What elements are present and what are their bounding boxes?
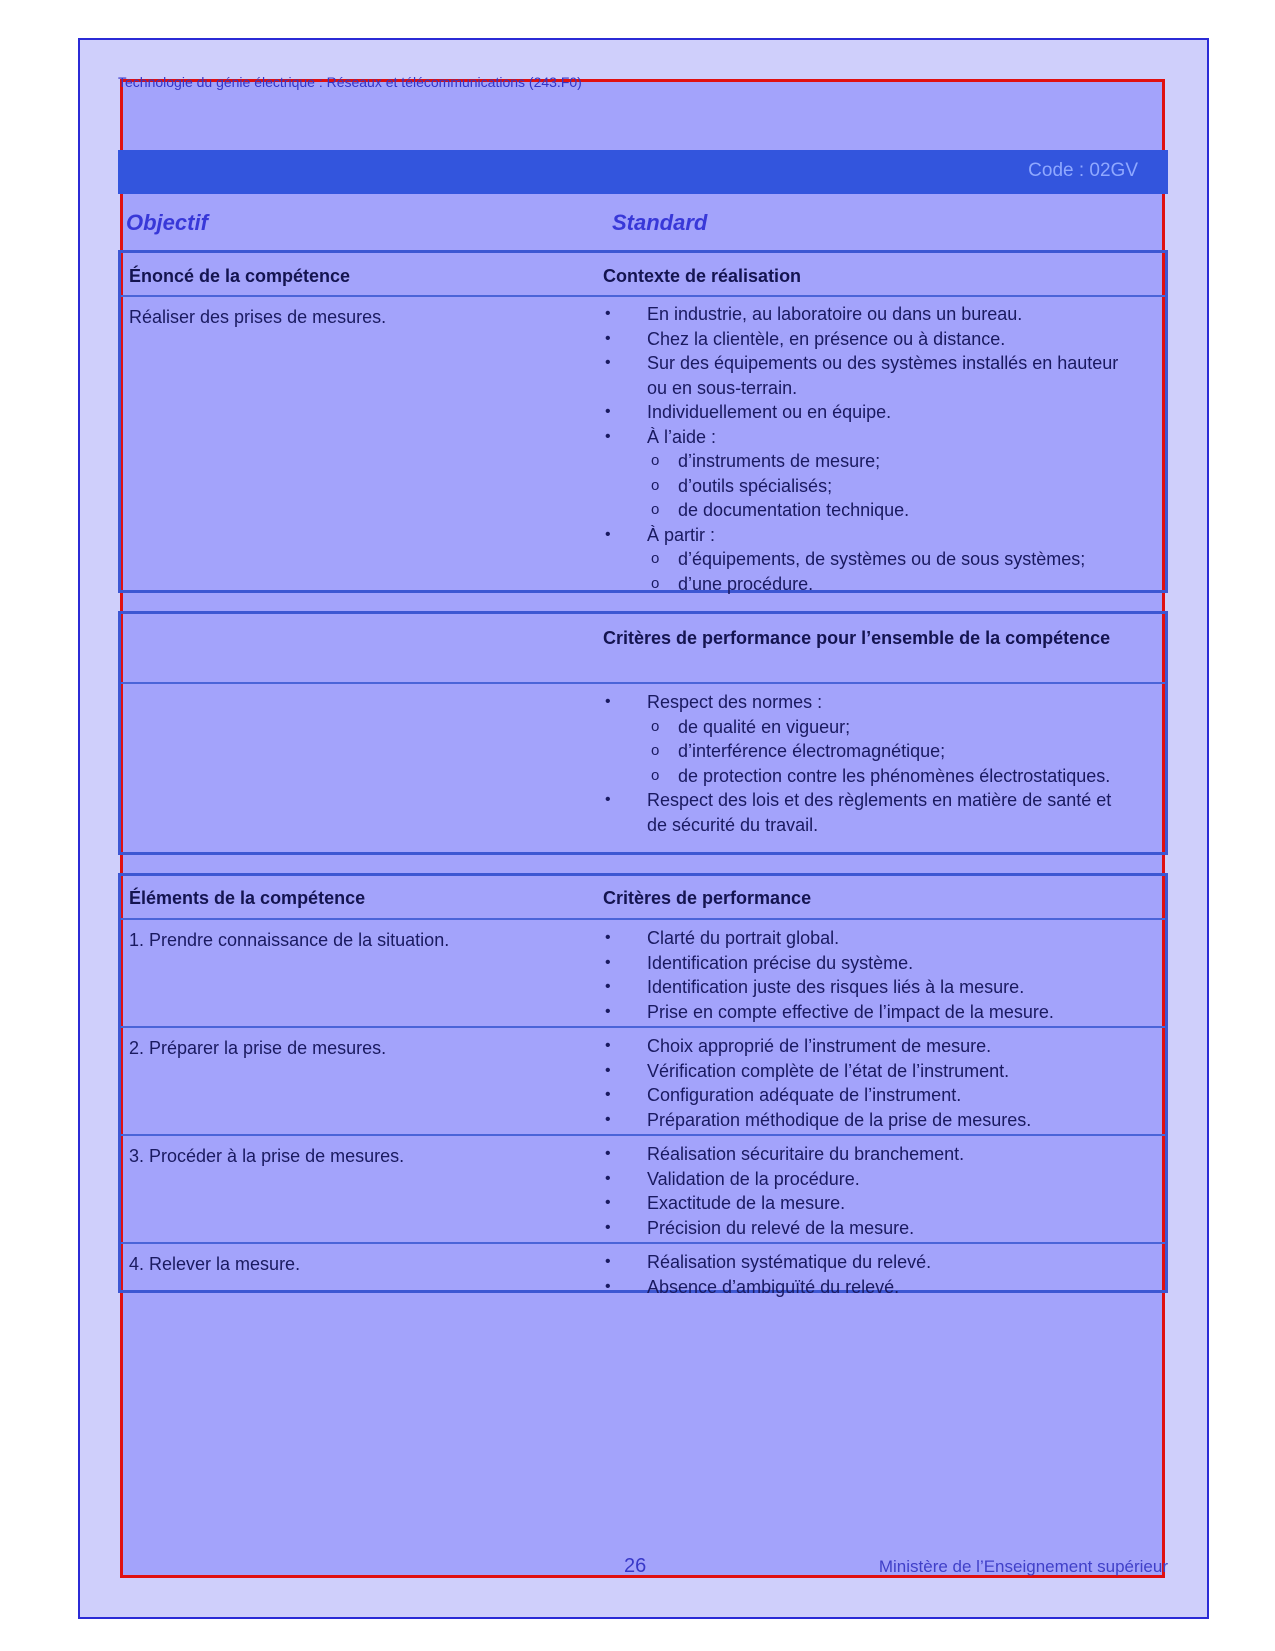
context-sub-item: o d’une procédure. (647, 572, 1123, 597)
element-label: 1. Prendre connaissance de la situation. (129, 930, 450, 950)
element-label: 2. Préparer la prise de mesures. (129, 1038, 387, 1058)
context-item-with-sub (603, 425, 1123, 523)
elements-criteria-section (118, 873, 1168, 1297)
criteria-item: • Exactitude de la mesure. (603, 1191, 1123, 1216)
criteria-item: • Respect des lois et des règlements en matière de santé et de sécurité du travail. (603, 788, 1123, 837)
elements-heading: Éléments de la compétence (129, 888, 366, 908)
context-item: • En industrie, au laboratoire ou dans un bureau. (603, 302, 1123, 327)
section-header-row (121, 876, 1165, 920)
context-list (603, 302, 1123, 596)
context-sub-item: o de documentation technique. (647, 498, 1123, 523)
page-number: 26 (624, 1555, 647, 1577)
competency-statement: Réaliser des prises de mesures. (129, 307, 387, 327)
criteria-item: • Identification juste des risques liés à la mesure. (603, 975, 1123, 1000)
element-row (121, 1244, 1165, 1302)
element-criteria-list (603, 926, 1123, 1024)
element-row (121, 1136, 1165, 1244)
criteria-sub-item: o de qualité en vigueur; (647, 715, 1123, 740)
element-row (121, 920, 1165, 1028)
criteria-sub-item: o de protection contre les phénomènes électrostatiques. (647, 764, 1123, 789)
ministry-footer: Ministère de l’Enseignement supérieur (878, 1557, 1168, 1576)
criteria-item: • Identification précise du système. (603, 951, 1123, 976)
program-header: Technologie du génie électrique : Réseaux et télécommunications (243.F0) (118, 74, 582, 90)
criteria-item: • Réalisation systématique du relevé. (603, 1250, 1123, 1275)
context-item: • Individuellement ou en équipe. (603, 400, 1123, 425)
criteria-item: • Validation de la procédure. (603, 1167, 1123, 1192)
element-criteria-list (603, 1142, 1123, 1240)
context-item-with-sub (603, 523, 1123, 597)
context-heading: Contexte de réalisation (603, 266, 802, 286)
context-sub-item: o d’équipements, de systèmes ou de sous systèmes; (647, 547, 1123, 572)
criteria-item: • Précision du relevé de la mesure. (603, 1216, 1123, 1241)
element-row (121, 1028, 1165, 1136)
section-header-row (121, 253, 1165, 297)
code-bar (118, 150, 1168, 194)
criteria-item-with-sub (603, 690, 1123, 788)
context-item: • Chez la clientèle, en présence ou à distance. (603, 327, 1123, 352)
overall-criteria-heading: Critères de performance pour l’ensemble de la compétence (603, 628, 1111, 648)
criteria-item-label: Respect des normes : (647, 692, 823, 712)
statement-heading: Énoncé de la compétence (129, 266, 351, 286)
statement-context-section (118, 250, 1168, 593)
criteria-item: • Absence d’ambiguïté du relevé. (603, 1275, 1123, 1300)
criteria-item: • Clarté du portrait global. (603, 926, 1123, 951)
context-sub-item: o d’outils spécialisés; (647, 474, 1123, 499)
criteria-item: • Choix approprié de l’instrument de mesure. (603, 1034, 1123, 1059)
criteria-item: • Prise en compte effective de l’impact de la mesure. (603, 1000, 1123, 1025)
criteria-item: • Réalisation sécuritaire du branchement. (603, 1142, 1123, 1167)
overall-criteria-list (603, 690, 1123, 837)
criteria-item: • Configuration adéquate de l’instrument. (603, 1083, 1123, 1108)
element-criteria-list (603, 1034, 1123, 1132)
criteria-item: • Préparation méthodique de la prise de mesures. (603, 1108, 1123, 1133)
overall-criteria-section (118, 611, 1168, 855)
element-criteria-list (603, 1250, 1123, 1299)
criteria-sub-item: o d’interférence électromagnétique; (647, 739, 1123, 764)
criteria-item: • Vérification complète de l’état de l’instrument. (603, 1059, 1123, 1084)
criteria-heading: Critères de performance (603, 888, 812, 908)
section-header-row (121, 614, 1165, 684)
element-label: 3. Procéder à la prise de mesures. (129, 1146, 405, 1166)
context-sub-item: o d’instruments de mesure; (647, 449, 1123, 474)
competency-code: Code : 02GV (1028, 160, 1138, 181)
context-item-label: À l’aide : (647, 426, 717, 447)
standard-heading: Standard (612, 210, 708, 235)
context-item-label: À partir : (647, 524, 716, 545)
objective-heading: Objectif (126, 210, 208, 235)
element-label: 4. Relever la mesure. (129, 1254, 301, 1274)
context-item: • Sur des équipements ou des systèmes installés en hauteur ou en sous-terrain. (603, 351, 1123, 400)
